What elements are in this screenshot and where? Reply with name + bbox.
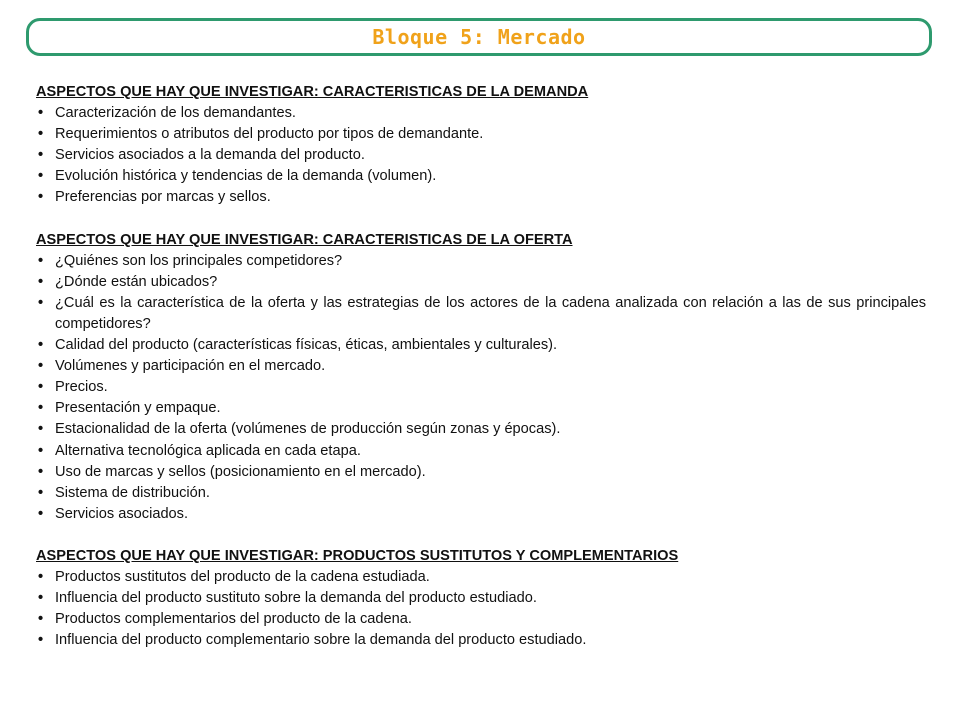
list-item: • Presentación y empaque. — [36, 398, 926, 419]
list-item: • Productos sustitutos del producto de la cadena estudiada. — [36, 567, 926, 588]
list-item: • Influencia del producto complementario sobre la demanda del producto estudiado. — [36, 630, 926, 651]
list-item: • Sistema de distribución. — [36, 483, 926, 504]
list-item: • ¿Quiénes son los principales competidores? — [36, 251, 926, 272]
list-item: • Requerimientos o atributos del producto por tipos de demandante. — [36, 124, 926, 145]
list-item: • Precios. — [36, 377, 926, 398]
section-heading: ASPECTOS QUE HAY QUE INVESTIGAR: PRODUCTOS SUSTITUTOS Y COMPLEMENTARIOS — [36, 547, 679, 564]
section-heading: ASPECTOS QUE HAY QUE INVESTIGAR: CARACTERISTICAS DE LA OFERTA — [36, 231, 573, 248]
list-item: • ¿Dónde están ubicados? — [36, 272, 926, 293]
list-item: • Caracterización de los demandantes. — [36, 103, 926, 124]
page-title: Bloque 5: Mercado — [372, 25, 586, 49]
section-heading: ASPECTOS QUE HAY QUE INVESTIGAR: CARACTERISTICAS DE LA DEMANDA — [36, 84, 589, 100]
bullet-list — [36, 567, 926, 651]
list-item: • ¿Cuál es la característica de la oferta y las estrategias de los actores de la cadena analizada con relación a las de sus principales competidores? — [36, 293, 926, 335]
section-demanda — [36, 82, 926, 209]
list-item: • Uso de marcas y sellos (posicionamiento en el mercado). — [36, 462, 926, 483]
list-item: • Preferencias por marcas y sellos. — [36, 187, 926, 208]
list-item: • Estacionalidad de la oferta (volúmenes de producción según zonas y épocas). — [36, 419, 926, 440]
list-item: • Evolución histórica y tendencias de la demanda (volumen). — [36, 166, 926, 187]
list-item: • Alternativa tecnológica aplicada en cada etapa. — [36, 441, 926, 462]
list-item: • Servicios asociados a la demanda del producto. — [36, 145, 926, 166]
list-item: • Volúmenes y participación en el mercado. — [36, 356, 926, 377]
list-item: • Calidad del producto (características físicas, éticas, ambientales y culturales). — [36, 335, 926, 356]
section-oferta — [36, 230, 926, 525]
bullet-list — [36, 103, 926, 208]
document-body — [36, 82, 926, 672]
title-banner — [26, 18, 932, 56]
list-item: • Influencia del producto sustituto sobre la demanda del producto estudiado. — [36, 588, 926, 609]
list-item: • Productos complementarios del producto de la cadena. — [36, 609, 926, 630]
section-sustitutos — [36, 546, 926, 651]
list-item: • Servicios asociados. — [36, 504, 926, 525]
bullet-list — [36, 251, 926, 525]
